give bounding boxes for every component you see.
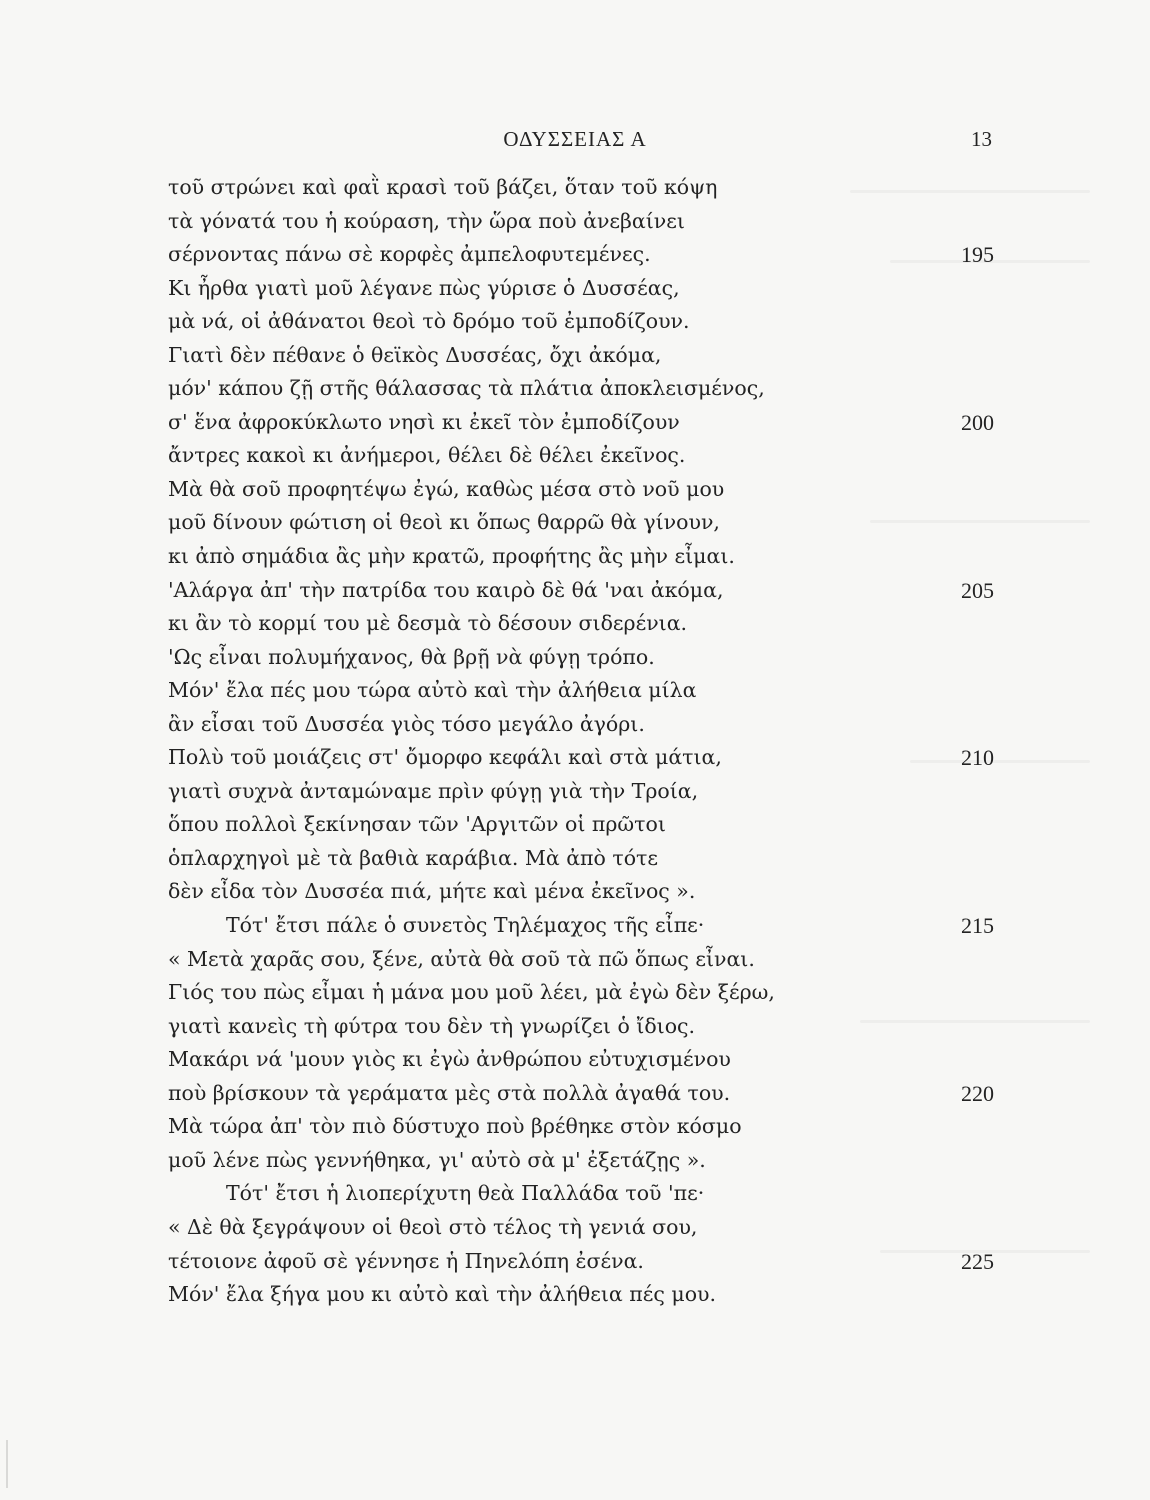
line-number: 215	[961, 913, 994, 939]
verse-line	[168, 607, 994, 641]
page-number: 13	[971, 127, 992, 151]
verse-line	[168, 540, 994, 574]
verse-text: « Δὲ θὰ ξεγράψουν οἱ θεοὶ στὸ τέλος τὴ γενιά σου,	[168, 1214, 698, 1239]
verse-line	[168, 406, 994, 440]
verse-line	[168, 1010, 994, 1044]
verse-line	[168, 238, 994, 272]
verse-block	[168, 171, 994, 1312]
verse-text: κι ἀπὸ σημάδια ἂς μὴν κρατῶ, προφήτης ἂς μὴν εἶμαι.	[168, 544, 735, 569]
verse-text: γιατὶ συχνὰ ἀνταμώναμε πρὶν φύγῃ γιὰ τὴν Τροία,	[168, 778, 699, 803]
line-number: 200	[961, 409, 994, 435]
verse-text: « Μετὰ χαρᾶς σου, ξένε, αὐτὰ θὰ σοῦ τὰ πῶ ὅπως εἶναι.	[168, 946, 755, 971]
verse-line	[168, 574, 994, 608]
verse-line	[168, 976, 994, 1010]
verse-line	[168, 808, 994, 842]
verse-line	[168, 1211, 994, 1245]
verse-text: ποὺ βρίσκουν τὰ γεράματα μὲς στὰ πολλὰ ἀγαθά του.	[168, 1080, 731, 1105]
verse-line	[168, 1110, 994, 1144]
bleed-through-mark	[850, 190, 1090, 193]
verse-line	[168, 339, 994, 373]
verse-text: γιατὶ κανεὶς τὴ φύτρα του δὲν τὴ γνωρίζει ὁ ἴδιος.	[168, 1013, 696, 1038]
verse-text: ἂν εἶσαι τοῦ Δυσσέα γιὸς τόσο μεγάλο ἀγόρι.	[168, 711, 645, 736]
verse-text: ὁπλαρχηγοὶ μὲ τὰ βαθιὰ καράβια. Μὰ ἀπὸ τότε	[168, 845, 659, 870]
line-number: 195	[961, 242, 994, 268]
bleed-through-mark	[890, 260, 1090, 263]
verse-text: 'Ως εἶναι πολυμήχανος, θὰ βρῇ νὰ φύγῃ τρόπο.	[168, 644, 655, 669]
verse-text: Πολὺ τοῦ μοιάζεις στ' ὄμορφο κεφάλι καὶ στὰ μάτια,	[168, 745, 722, 770]
line-number: 220	[961, 1080, 994, 1106]
verse-line	[168, 372, 994, 406]
verse-line	[168, 171, 994, 205]
verse-line	[168, 875, 994, 909]
verse-text: μόν' κάπου ζῇ στῆς θάλασσας τὰ πλάτια ἀποκλεισμένος,	[168, 376, 765, 401]
verse-line	[168, 205, 994, 239]
verse-line	[168, 909, 994, 943]
binding-edge-mark	[6, 1440, 8, 1488]
verse-line	[168, 842, 994, 876]
verse-line	[168, 473, 994, 507]
verse-line	[168, 741, 994, 775]
verse-line	[168, 1043, 994, 1077]
verse-text: Τότ' ἔτσι πάλε ὁ συνετὸς Τηλέμαχος τῆς εἶπε·	[226, 913, 705, 938]
running-title: ΟΔΥΣΣΕΙΑΣ Α	[503, 127, 647, 151]
verse-line	[168, 305, 994, 339]
verse-text: Κι ἦρθα γιατὶ μοῦ λέγανε πὼς γύρισε ὁ Δυσσέας,	[168, 275, 680, 300]
verse-line	[168, 1278, 994, 1312]
verse-text: δὲν εἶδα τὸν Δυσσέα πιά, μήτε καὶ μένα ἐκεῖνος ».	[168, 879, 696, 904]
verse-line	[168, 943, 994, 977]
verse-text: Μόν' ἔλα ξήγα μου κι αὐτὸ καὶ τὴν ἀλήθεια πές μου.	[168, 1282, 717, 1307]
verse-text: Γιατὶ δὲν πέθανε ὁ θεϊκὸς Δυσσέας, ὄχι ἀκόμα,	[168, 342, 662, 367]
verse-line	[168, 439, 994, 473]
bleed-through-mark	[910, 760, 1090, 763]
verse-line	[168, 272, 994, 306]
verse-text: Μὰ θὰ σοῦ προφητέψω ἐγώ, καθὼς μέσα στὸ νοῦ μου	[168, 476, 725, 501]
verse-line	[168, 674, 994, 708]
verse-text: Τότ' ἔτσι ἡ λιοπερίχυτη θεὰ Παλλάδα τοῦ 'πε·	[226, 1181, 705, 1206]
verse-line	[168, 1077, 994, 1111]
verse-text: μοῦ λένε πὼς γεννήθηκα, γι' αὐτὸ σὰ μ' ἐξετάζῃς ».	[168, 1147, 706, 1172]
bleed-through-mark	[860, 1020, 1090, 1023]
verse-text: 'Αλάργα ἀπ' τὴν πατρίδα του καιρὸ δὲ θά 'ναι ἀκόμα,	[168, 577, 724, 602]
line-number: 225	[961, 1248, 994, 1274]
verse-text: μοῦ δίνουν φώτιση οἱ θεοὶ κι ὅπως θαρρῶ θὰ γίνουν,	[168, 510, 720, 535]
line-number: 205	[961, 577, 994, 603]
bleed-through-mark	[880, 1250, 1090, 1253]
verse-text: Μὰ τώρα ἀπ' τὸν πιὸ δύστυχο ποὺ βρέθηκε στὸν κόσμο	[168, 1114, 742, 1139]
verse-text: ἄντρες κακοὶ κι ἀνήμεροι, θέλει δὲ θέλει ἐκεῖνος.	[168, 443, 686, 468]
line-number: 210	[961, 745, 994, 771]
verse-text: ὅπου πολλοὶ ξεκίνησαν τῶν 'Αργιτῶν οἱ πρῶτοι	[168, 812, 666, 837]
verse-text: σ' ἕνα ἀφροκύκλωτο νησὶ κι ἐκεῖ τὸν ἐμποδίζουν	[168, 409, 680, 434]
verse-text: Μακάρι νά 'μουν γιὸς κι ἐγὼ ἀνθρώπου εὐτυχισμένου	[168, 1047, 731, 1072]
verse-text: Γιός του πὼς εἶμαι ἡ μάνα μου μοῦ λέει, μὰ ἐγὼ δὲν ξέρω,	[168, 980, 775, 1005]
verse-text: τέτοιονε ἀφοῦ σὲ γέννησε ἡ Πηνελόπη ἐσένα.	[168, 1248, 644, 1273]
verse-line	[168, 775, 994, 809]
running-head	[0, 124, 1150, 154]
verse-line	[168, 506, 994, 540]
bleed-through-mark	[870, 520, 1090, 523]
verse-text: κι ἂν τὸ κορμί του μὲ δεσμὰ τὸ δέσουν σιδερένια.	[168, 611, 688, 636]
verse-text: μὰ νά, οἱ ἀθάνατοι θεοὶ τὸ δρόμο τοῦ ἐμποδίζουν.	[168, 309, 690, 334]
verse-line	[168, 708, 994, 742]
verse-line	[168, 1245, 994, 1279]
verse-text: Μόν' ἔλα πές μου τώρα αὐτὸ καὶ τὴν ἀλήθεια μίλα	[168, 678, 697, 703]
verse-line	[168, 641, 994, 675]
verse-text: τὰ γόνατά του ἡ κούραση, τὴν ὥρα ποὺ ἀνεβαίνει	[168, 208, 685, 233]
verse-text: σέρνοντας πάνω σὲ κορφὲς ἀμπελοφυτεμένες.	[168, 242, 651, 267]
verse-text: τοῦ στρώνει καὶ φαῒ κρασὶ τοῦ βάζει, ὅταν τοῦ κόψη	[168, 175, 718, 199]
verse-line	[168, 1177, 994, 1211]
verse-line	[168, 1144, 994, 1178]
